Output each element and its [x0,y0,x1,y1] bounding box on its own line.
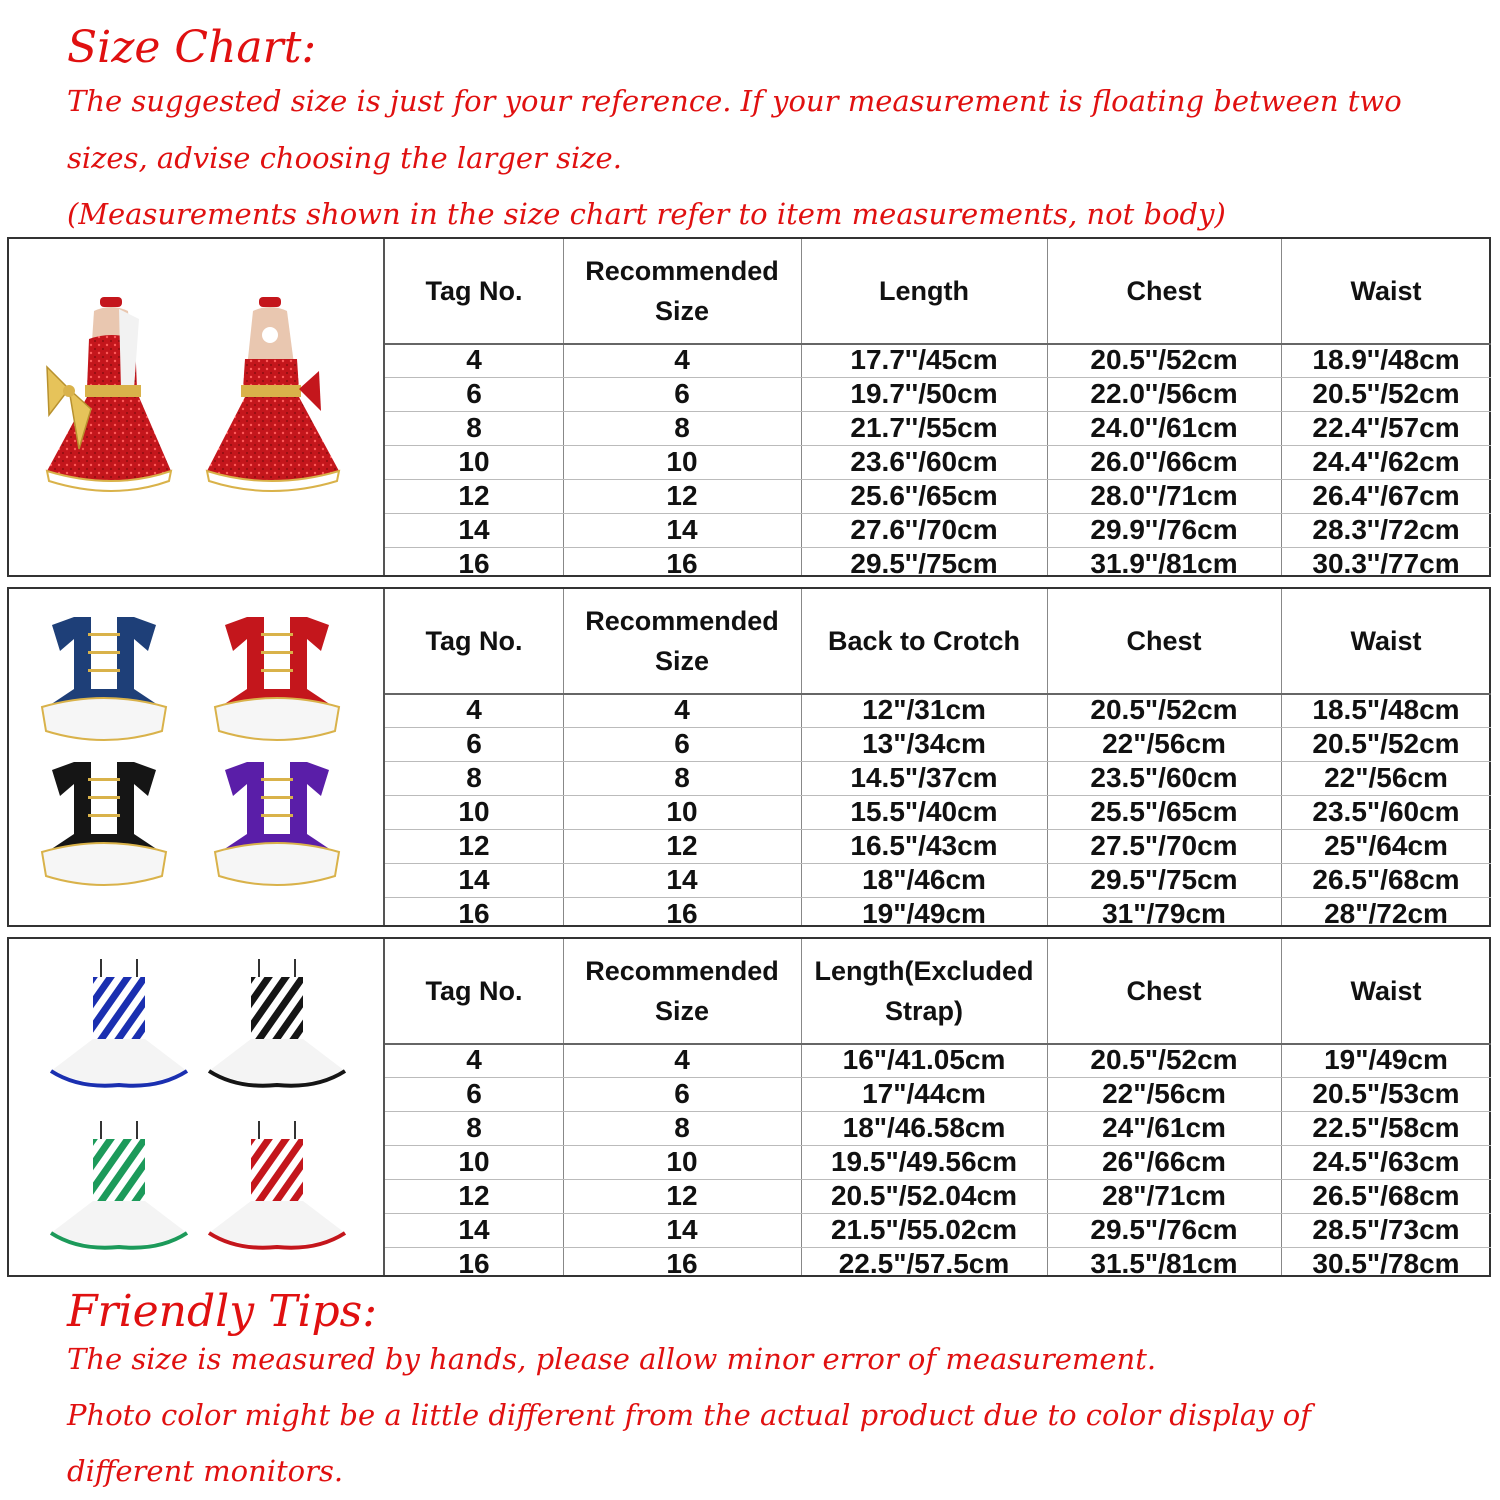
table-cell: 14 [666,1214,698,1245]
table-cell: 19"/49cm [1324,1044,1448,1075]
table-cell: 31.9''/81cm [1090,548,1238,579]
column-header: Length [879,276,969,306]
table-cell: 16 [458,548,490,579]
table-cell: 10 [458,446,490,477]
table-cell: 12 [666,1180,698,1211]
table-cell: 4 [466,344,482,375]
table-cell: 6 [674,378,690,409]
table-cell: 20.5''/52cm [1090,344,1238,375]
table-cell: 12 [458,830,490,861]
table-cell: 15.5"/40cm [850,796,998,827]
table-cell: 25"/64cm [1324,830,1448,861]
table-cell: 4 [674,694,690,725]
table-cell: 19"/49cm [862,898,986,929]
table-cell: 16 [458,898,490,929]
column-header: Recommended Size [585,256,779,326]
tips-line-2: Photo color might be a little different from the actual product due to color display of [67,1398,1311,1432]
table-cell: 26"/66cm [1102,1146,1226,1177]
table-cell: 16 [666,898,698,929]
table-cell: 13"/34cm [862,728,986,759]
table-cell: 23.5"/60cm [1312,796,1460,827]
column-header: Waist [1350,626,1422,656]
table-cell: 8 [466,762,482,793]
table-cell: 23.6''/60cm [850,446,998,477]
table-cell: 27.6''/70cm [850,514,998,545]
column-header: Tag No. [425,976,523,1006]
table-cell: 16.5"/43cm [850,830,998,861]
column-header: Length(Excluded Strap) [814,956,1034,1026]
table-cell: 29.5"/75cm [1090,864,1238,895]
table-cell: 21.5"/55.02cm [830,1214,1018,1245]
column-header: Back to Crotch [827,626,1021,656]
size-table-3 [385,939,1491,1279]
table-cell: 26.5"/68cm [1312,1180,1460,1211]
dress-candy-stripe-icon [9,939,383,1279]
table-cell: 8 [674,412,690,443]
table-cell: 10 [666,796,698,827]
table-cell: 16 [666,548,698,579]
table-cell: 14.5"/37cm [850,762,998,793]
table-cell: 20.5"/52cm [1090,694,1238,725]
table-cell: 31.5"/81cm [1090,1248,1238,1279]
table-cell: 4 [674,344,690,375]
table-cell: 26.0''/66cm [1090,446,1238,477]
table-cell: 14 [458,864,490,895]
table-cell: 25.5"/65cm [1090,796,1238,827]
column-header: Recommended Size [585,956,779,1026]
table-cell: 23.5"/60cm [1090,762,1238,793]
table-cell: 19.7''/50cm [850,378,998,409]
reference-note-line-1: The suggested size is just for your reference. If your measurement is floating between two [67,84,1402,118]
product-image-cell-1 [9,239,385,575]
table-cell: 30.5"/78cm [1312,1248,1460,1279]
dress-red-sequin-back-icon [207,297,339,491]
size-table-panel-1 [7,237,1491,577]
column-header: Waist [1350,976,1422,1006]
table-cell: 20.5"/53cm [1312,1078,1460,1109]
size-chart-title: Size Chart: [67,22,317,73]
table-cell: 10 [666,446,698,477]
table-cell: 22"/56cm [1102,728,1226,759]
table-cell: 22.5"/58cm [1312,1112,1460,1143]
product-image-cell-2 [9,589,385,925]
table-cell: 14 [458,1214,490,1245]
table-cell: 25.6''/65cm [850,480,998,511]
table-cell: 8 [674,1112,690,1143]
column-header: Chest [1126,976,1202,1006]
table-cell: 28"/71cm [1102,1180,1226,1211]
table-cell: 20.5"/52cm [1312,728,1460,759]
table-cell: 8 [674,762,690,793]
table-cell: 14 [666,864,698,895]
table-cell: 29.5"/76cm [1090,1214,1238,1245]
table-cell: 18.9''/48cm [1312,344,1460,375]
measurement-note: (Measurements shown in the size chart refer to item measurements, not body) [67,197,1226,231]
table-cell: 24.4''/62cm [1312,446,1460,477]
friendly-tips-title: Friendly Tips: [67,1286,378,1337]
column-header: Waist [1350,276,1422,306]
table-cell: 12 [666,830,698,861]
table-cell: 31"/79cm [1102,898,1226,929]
table-cell: 14 [458,514,490,545]
product-image-cell-3 [9,939,385,1275]
table-cell: 4 [466,694,482,725]
table-cell: 30.3''/77cm [1312,548,1460,579]
table-cell: 6 [674,728,690,759]
column-header: Chest [1126,626,1202,656]
table-cell: 22.0''/56cm [1090,378,1238,409]
table-cell: 12"/31cm [862,694,986,725]
column-header: Tag No. [425,626,523,656]
dress-red-sequin-icon [9,239,383,577]
table-cell: 22"/56cm [1324,762,1448,793]
table-cell: 26.5"/68cm [1312,864,1460,895]
table-cell: 6 [466,378,482,409]
table-cell: 28.0''/71cm [1090,480,1238,511]
size-table-1 [385,239,1491,579]
column-header: Recommended Size [585,606,779,676]
table-cell: 14 [666,514,698,545]
column-header: Chest [1126,276,1202,306]
table-cell: 22.5"/57.5cm [838,1248,1010,1279]
table-cell: 29.5''/75cm [850,548,998,579]
table-cell: 16"/41.05cm [842,1044,1006,1075]
table-cell: 29.9''/76cm [1090,514,1238,545]
table-cell: 27.5"/70cm [1090,830,1238,861]
table-cell: 4 [674,1044,690,1075]
table-cell: 26.4''/67cm [1312,480,1460,511]
table-cell: 19.5"/49.56cm [830,1146,1018,1177]
table-cell: 28.5"/73cm [1312,1214,1460,1245]
dress-red-sequin-front-icon [47,297,171,491]
table-cell: 10 [666,1146,698,1177]
table-cell: 8 [466,412,482,443]
table-cell: 12 [458,480,490,511]
table-cell: 28.3''/72cm [1312,514,1460,545]
table-cell: 28"/72cm [1324,898,1448,929]
table-cell: 24.5"/63cm [1312,1146,1460,1177]
table-cell: 12 [458,1180,490,1211]
table-cell: 18"/46.58cm [842,1112,1006,1143]
table-cell: 24"/61cm [1102,1112,1226,1143]
size-table-panel-3 [7,937,1491,1277]
table-cell: 18"/46cm [862,864,986,895]
table-cell: 16 [458,1248,490,1279]
size-table-2 [385,589,1491,929]
table-cell: 17.7''/45cm [850,344,998,375]
table-cell: 20.5"/52cm [1090,1044,1238,1075]
tips-line-1: The size is measured by hands, please allow minor error of measurement. [67,1342,1157,1376]
reference-note-line-2: sizes, advise choosing the larger size. [67,141,622,175]
table-cell: 8 [466,1112,482,1143]
column-header: Tag No. [425,276,523,306]
table-cell: 20.5''/52cm [1312,378,1460,409]
tips-line-3: different monitors. [67,1454,344,1488]
table-cell: 10 [458,796,490,827]
size-table-panel-2 [7,587,1491,927]
table-cell: 6 [466,728,482,759]
dress-majorette-icon [9,589,383,927]
table-cell: 16 [666,1248,698,1279]
table-cell: 4 [466,1044,482,1075]
table-cell: 21.7''/55cm [850,412,998,443]
table-cell: 18.5"/48cm [1312,694,1460,725]
table-cell: 10 [458,1146,490,1177]
table-cell: 24.0''/61cm [1090,412,1238,443]
table-cell: 12 [666,480,698,511]
table-cell: 6 [674,1078,690,1109]
table-cell: 17"/44cm [862,1078,986,1109]
table-cell: 6 [466,1078,482,1109]
table-cell: 22"/56cm [1102,1078,1226,1109]
table-cell: 20.5"/52.04cm [830,1180,1018,1211]
table-cell: 22.4''/57cm [1312,412,1460,443]
